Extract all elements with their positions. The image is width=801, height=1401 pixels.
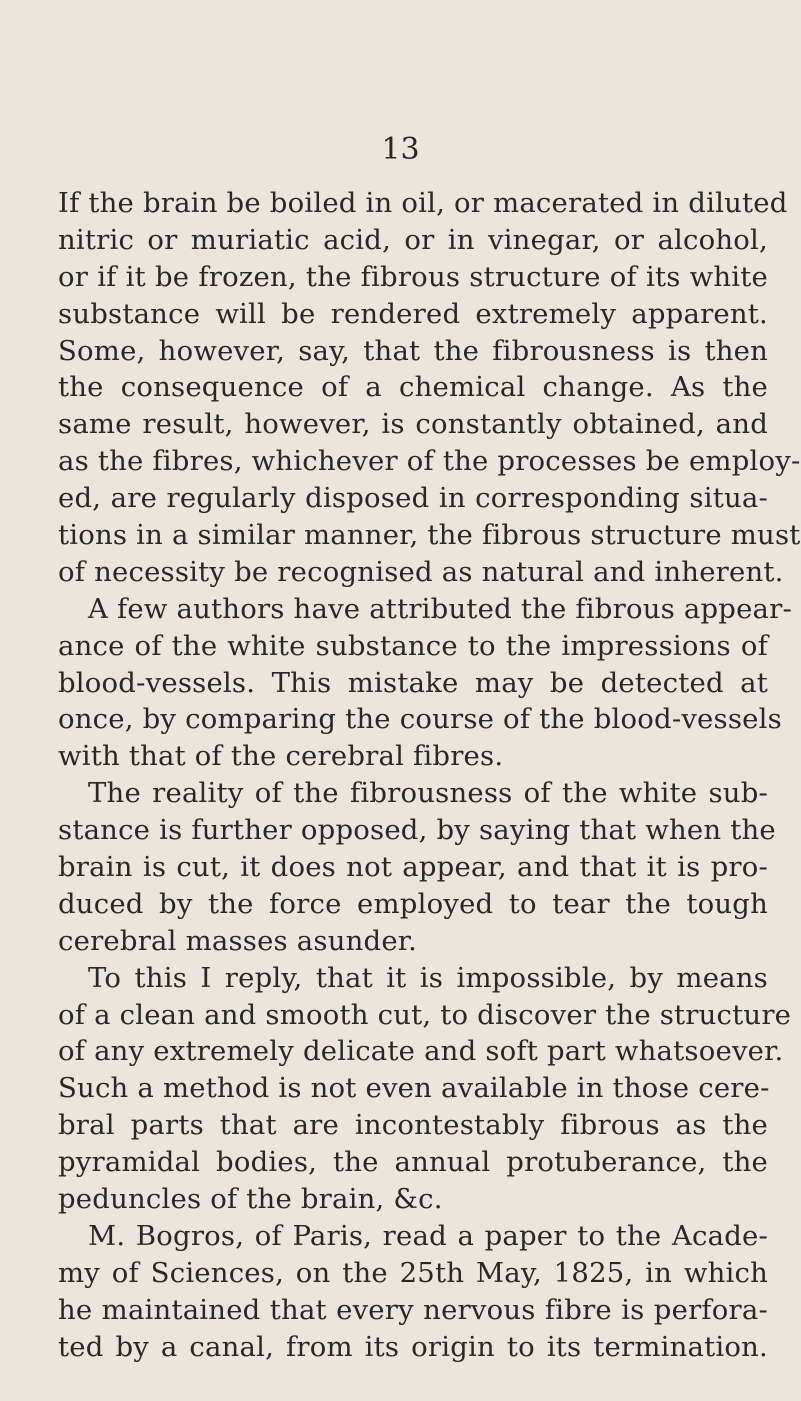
text-line: once, by comparing the course of the blood-vessels — [58, 703, 782, 736]
text-line: the consequence of a chemical change. As the — [58, 371, 768, 404]
text-line: duced by the force employed to tear the tough — [58, 887, 768, 920]
text-line: brain is cut, it does not appear, and that it is pro- — [58, 851, 768, 884]
text-line: substance will be rendered extremely apparent. — [58, 297, 768, 330]
text-line: nitric or muriatic acid, or in vinegar, or alcohol, — [58, 223, 768, 256]
text-line: ance of the white substance to the impressions of — [58, 629, 768, 662]
text-line: bral parts that are incontestably fibrous as the — [58, 1109, 768, 1142]
page-number: 13 — [381, 132, 420, 167]
body-text — [58, 185, 801, 1366]
text-line: of necessity be recognised as natural and inherent. — [58, 555, 784, 588]
text-line: tions in a similar manner, the fibrous structure must — [58, 519, 801, 552]
text-line: or if it be frozen, the fibrous structure of its white — [58, 260, 768, 293]
text-line: A few authors have attributed the fibrous appear- — [88, 592, 792, 625]
text-line: M. Bogros, of Paris, read a paper to the Acade- — [88, 1219, 768, 1252]
text-line: he maintained that every nervous fibre is perfora- — [58, 1293, 768, 1326]
text-line: Some, however, say, that the fibrousness is then — [58, 334, 768, 367]
text-line: blood-vessels. This mistake may be detected at — [58, 666, 768, 699]
text-line: pyramidal bodies, the annual protuberance, the — [58, 1146, 768, 1179]
text-line: same result, however, is constantly obtained, and — [58, 408, 768, 441]
text-line: peduncles of the brain, &c. — [58, 1183, 443, 1216]
text-line: of a clean and smooth cut, to discover the structure — [58, 998, 792, 1031]
text-line: Such a method is not even available in those cere- — [58, 1072, 770, 1105]
text-line: stance is further opposed, by saying that when the — [58, 814, 776, 847]
text-line: as the fibres, whichever of the processes be employ- — [58, 445, 801, 478]
text-line: of any extremely delicate and soft part whatsoever. — [58, 1035, 784, 1068]
text-line: with that of the cerebral fibres. — [58, 740, 504, 773]
text-line: The reality of the fibrousness of the white sub- — [88, 777, 768, 810]
text-line: my of Sciences, on the 25th May, 1825, in which — [58, 1256, 768, 1289]
text-line: ed, are regularly disposed in corresponding situa- — [58, 482, 768, 515]
text-line: ted by a canal, from its origin to its termination. — [58, 1330, 768, 1363]
text-line: If the brain be boiled in oil, or macerated in diluted — [58, 187, 788, 219]
text-line: To this I reply, that it is impossible, by means — [88, 961, 768, 994]
text-line: cerebral masses asunder. — [58, 924, 418, 957]
